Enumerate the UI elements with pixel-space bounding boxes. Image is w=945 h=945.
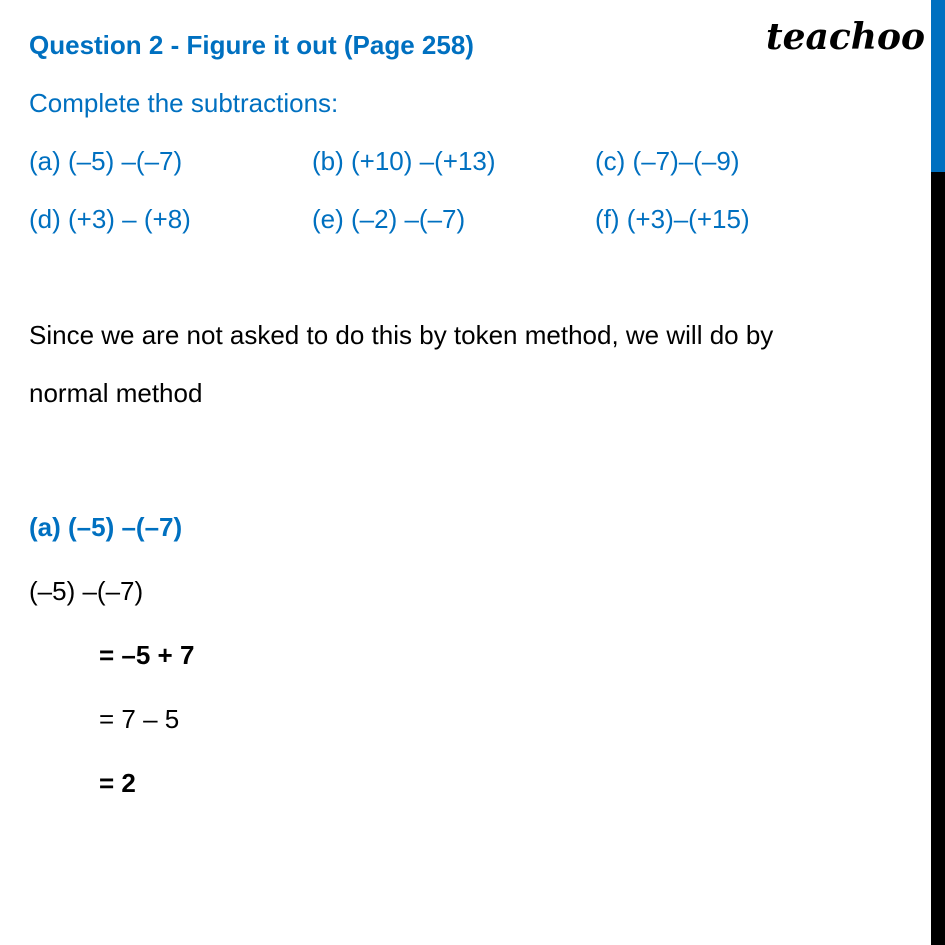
solution-answer: = 2 bbox=[99, 768, 136, 798]
instruction: Complete the subtractions: bbox=[29, 88, 339, 118]
solution-expression: (–5) –(–7) bbox=[29, 576, 144, 606]
part-b: (b) (+10) –(+13) bbox=[312, 146, 496, 176]
note-line-2: normal method bbox=[29, 378, 203, 408]
solution-step-1: = –5 + 7 bbox=[99, 640, 195, 670]
part-c: (c) (–7)–(–9) bbox=[595, 146, 740, 176]
question-title: Question 2 - Figure it out (Page 258) bbox=[29, 30, 474, 60]
solution-heading: (a) (–5) –(–7) bbox=[29, 512, 183, 542]
note-line-1: Since we are not asked to do this by token method, we will do by bbox=[29, 320, 774, 350]
side-accent-bar bbox=[931, 0, 945, 172]
part-f: (f) (+3)–(+15) bbox=[595, 204, 750, 234]
teachoo-logo: teachoo bbox=[766, 16, 925, 58]
part-d: (d) (+3) – (+8) bbox=[29, 204, 191, 234]
part-a: (a) (–5) –(–7) bbox=[29, 146, 183, 176]
solution-step-2: = 7 – 5 bbox=[99, 704, 180, 734]
side-dark-bar bbox=[931, 172, 945, 945]
part-e: (e) (–2) –(–7) bbox=[312, 204, 466, 234]
